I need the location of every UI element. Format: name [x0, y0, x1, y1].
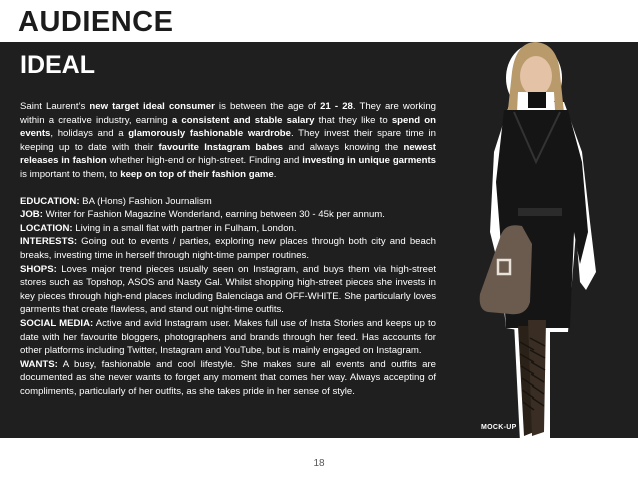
intro-text: . [273, 168, 277, 180]
detail-item [20, 208, 436, 222]
model-turtleneck [528, 92, 546, 108]
mockup-caption: MOCK-UP [481, 424, 517, 431]
detail-text: Loves major trend pieces usually seen on Instagram, and buys them via high-street stores such as Topshop, ASOS and Nasty Gal. Whilst shopping high-street pieces she invests in key pieces through high-end places including Balenciaga and OFF-WHITE. She particularly loves garments that create flawless, and stand out night-time outfits. [20, 263, 436, 316]
detail-text: Active and avid Instagram user. Makes full use of Insta Stories and keeps up to date with her favourite bloggers, photographers and brands through her feed. Has accounts for other platforms including Twitter, Instagram and YouTube, but is mainly engaged on Instagram. [20, 317, 436, 357]
intro-emphasis: newest releases in fashion [20, 141, 436, 167]
intro-text: Saint Laurent’s [20, 101, 90, 112]
detail-text: Going out to events / parties, exploring new places through both city and beach breaks, investing time in herself through night-time pamper routines. [20, 236, 436, 261]
detail-text: A busy, fashionable and cool lifestyle. She makes sure all events and outfits are documented as she never wants to forget any moment that comes her way. Always accepting of compliments, particularly of her outfits, as she takes pride in her sense of style. [20, 358, 436, 397]
intro-text: that they like to [314, 114, 392, 126]
detail-item [20, 263, 436, 317]
page-number: 18 [313, 458, 325, 469]
intro-emphasis: investing in unique garments [302, 155, 437, 167]
intro-emphasis: new target ideal consumer [89, 101, 215, 112]
persona-description [20, 100, 436, 398]
intro-emphasis: favourite Instagram babes [158, 141, 284, 153]
detail-label: SHOPS: [20, 263, 57, 275]
intro-text: is important to them, to [20, 168, 121, 180]
intro-text: , holidays and a [50, 128, 129, 140]
detail-item [20, 222, 436, 236]
detail-item [20, 358, 436, 399]
model-handbag [480, 225, 532, 314]
intro-emphasis: keep on top of their fashion game [120, 168, 274, 180]
detail-label: LOCATION: [20, 222, 73, 234]
paragraph-gap [20, 182, 436, 195]
intro-text: is between the age of [214, 101, 321, 112]
detail-label: EDUCATION: [20, 195, 80, 207]
intro-emphasis: glamorously fashionable wardrobe [128, 128, 292, 140]
model-face [520, 56, 552, 96]
detail-item [20, 235, 436, 262]
intro-emphasis: a consistent and stable salary [171, 114, 315, 126]
intro-emphasis: spend on events [20, 114, 436, 140]
detail-text: Writer for Fashion Magazine Wonderland, earning between 30 - 45k per annum. [42, 209, 385, 221]
intro-text: and always knowing the [283, 141, 404, 153]
intro-text: . They invest their spare time in keeping up to date with their [20, 128, 436, 153]
intro-paragraph [20, 100, 436, 182]
detail-item [20, 317, 436, 358]
intro-text: . They are working within a creative industry, earning [20, 101, 436, 126]
intro-emphasis: 21 - 28 [320, 101, 353, 112]
model-photo-icon [470, 32, 610, 444]
detail-text: BA (Hons) Fashion Journalism [79, 195, 212, 207]
detail-text: Living in a small flat with partner in Fulham, London. [72, 222, 297, 234]
section-subtitle: IDEAL [20, 51, 95, 79]
detail-label: JOB: [20, 209, 43, 221]
detail-label: INTERESTS: [20, 236, 78, 248]
detail-item [20, 195, 436, 209]
intro-text: whether high-end or high-street. Finding and [106, 155, 303, 167]
persona-details [20, 195, 436, 399]
page-title: AUDIENCE [18, 6, 174, 38]
detail-label: WANTS: [20, 358, 58, 370]
coat-belt [518, 208, 562, 216]
detail-label: SOCIAL MEDIA: [20, 317, 94, 329]
